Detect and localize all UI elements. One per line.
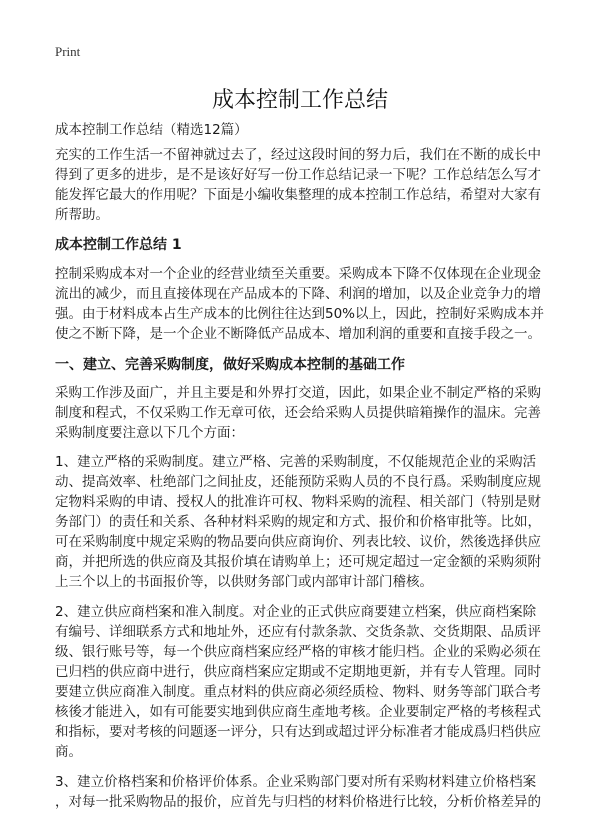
text-line: 动、提高效率、杜绝部门之间扯皮，还能预防采购人员的不良行爲。采购制度应规 <box>55 474 541 490</box>
text-line: 所帮助。 <box>55 207 109 223</box>
text-line: 流出的减少，而且直接体现在产品成本的下降、利润的增加，以及企业竞争力的增 <box>55 286 541 302</box>
text-line: 能发挥它最大的作用呢？下面是小编收集整理的成本控制工作总结，希望对大家有 <box>55 187 541 203</box>
text-line: 3、建立价格档案和价格评价体系。企业采购部门要对所有采购材料建立价格档案 <box>55 774 537 790</box>
text-line: 要建立供应商准入制度。重点材料的供应商必须经质检、物料、财务等部门联合考 <box>55 684 541 700</box>
item-3 <box>55 772 550 812</box>
text-line: 和指标，要对考核的问题逐一评分，只有达到或超过评分标准者才能成爲归档供应 <box>55 724 541 740</box>
text-line: 2、建立供应商档案和准入制度。对企业的正式供应商要建立档案，供应商档案除 <box>55 604 537 620</box>
text-line: 级、银行账号等，每一个供应商档案应经严格的审核才能归档。企业的采购必须在 <box>55 644 541 660</box>
text-line: ，对每一批采购物品的报价，应首先与归档的材料价格进行比较，分析价格差异的 <box>55 794 541 810</box>
text-line: 1、建立严格的采购制度。建立严格、完善的采购制度，不仅能规范企业的采购活 <box>55 454 537 470</box>
section-heading-block <box>55 235 550 255</box>
item-2 <box>55 602 550 762</box>
text-line: 核後才能进入，如有可能要实地到供应商生產地考核。企业要制定严格的考核程式 <box>55 704 541 720</box>
text-line: 已归档的供应商中进行，供应商档案应定期或不定期地更新，并有专人管理。同时 <box>55 664 541 680</box>
text-line: 上三个以上的书面报价等，以供财务部门或内部审计部门稽核。 <box>55 574 433 590</box>
print-link[interactable]: Print <box>55 44 81 59</box>
subtitle: 成本控制工作总结（精选12篇） <box>55 122 248 138</box>
text-line: 务部门）的责任和关系、各种材料采购的规定和方式、报价和价格审批等。比如， <box>55 514 541 530</box>
intro-paragraph <box>55 145 550 225</box>
text-line: 采购工作涉及面广，并且主要是和外界打交道，因此，如果企业不制定严格的采购 <box>55 385 541 401</box>
text-line: 制度和程式，不仅采购工作无章可依，还会给采购人员提供暗箱操作的温床。完善 <box>55 405 541 421</box>
text-line: 控制采购成本对一个企业的经营业绩至关重要。采购成本下降不仅体现在企业现金 <box>55 266 541 282</box>
text-line: 使之不断下降，是一个企业不断降低产品成本、增加利润的重要和直接手段之一。 <box>55 326 541 342</box>
item-1 <box>55 452 550 592</box>
heading-1-block <box>55 355 550 375</box>
text-line: 充实的工作生活一不留神就过去了，经过这段时间的努力后，我们在不断的成长中 <box>55 147 541 163</box>
text-line: 强。由于材料成本占生产成本的比例往往达到50%以上，因此，控制好采购成本并 <box>55 306 545 322</box>
heading-1: 一、建立、完善采购制度，做好采购成本控制的基础工作 <box>55 357 405 373</box>
document-title: 成本控制工作总结 <box>211 88 388 113</box>
text-line: 商，并把所选的供应商及其报价填在请购单上；还可规定超过一定金额的采购须附 <box>55 554 541 570</box>
text-line: 得到了更多的进步，是不是该好好写一份工作总结记录一下呢？工作总结怎么写才 <box>55 167 541 183</box>
text-line: 商。 <box>55 744 82 760</box>
paragraph-1 <box>55 264 550 344</box>
paragraph-2 <box>55 383 550 443</box>
subtitle-block <box>55 120 550 140</box>
text-line: 有编号、详细联系方式和地址外，还应有付款条款、交货条款、交货期限、品质评 <box>55 624 541 640</box>
text-line: 采购制度要注意以下几个方面： <box>55 425 244 441</box>
text-line: 定物料采购的申请、授权人的批准许可权、物料采购的流程、相关部门（特别是财 <box>55 494 541 510</box>
text-line: 可在采购制度中规定采购的物品要向供应商询价、列表比较、议价，然後选择供应 <box>55 534 541 550</box>
section-heading: 成本控制工作总结 1 <box>55 237 182 253</box>
